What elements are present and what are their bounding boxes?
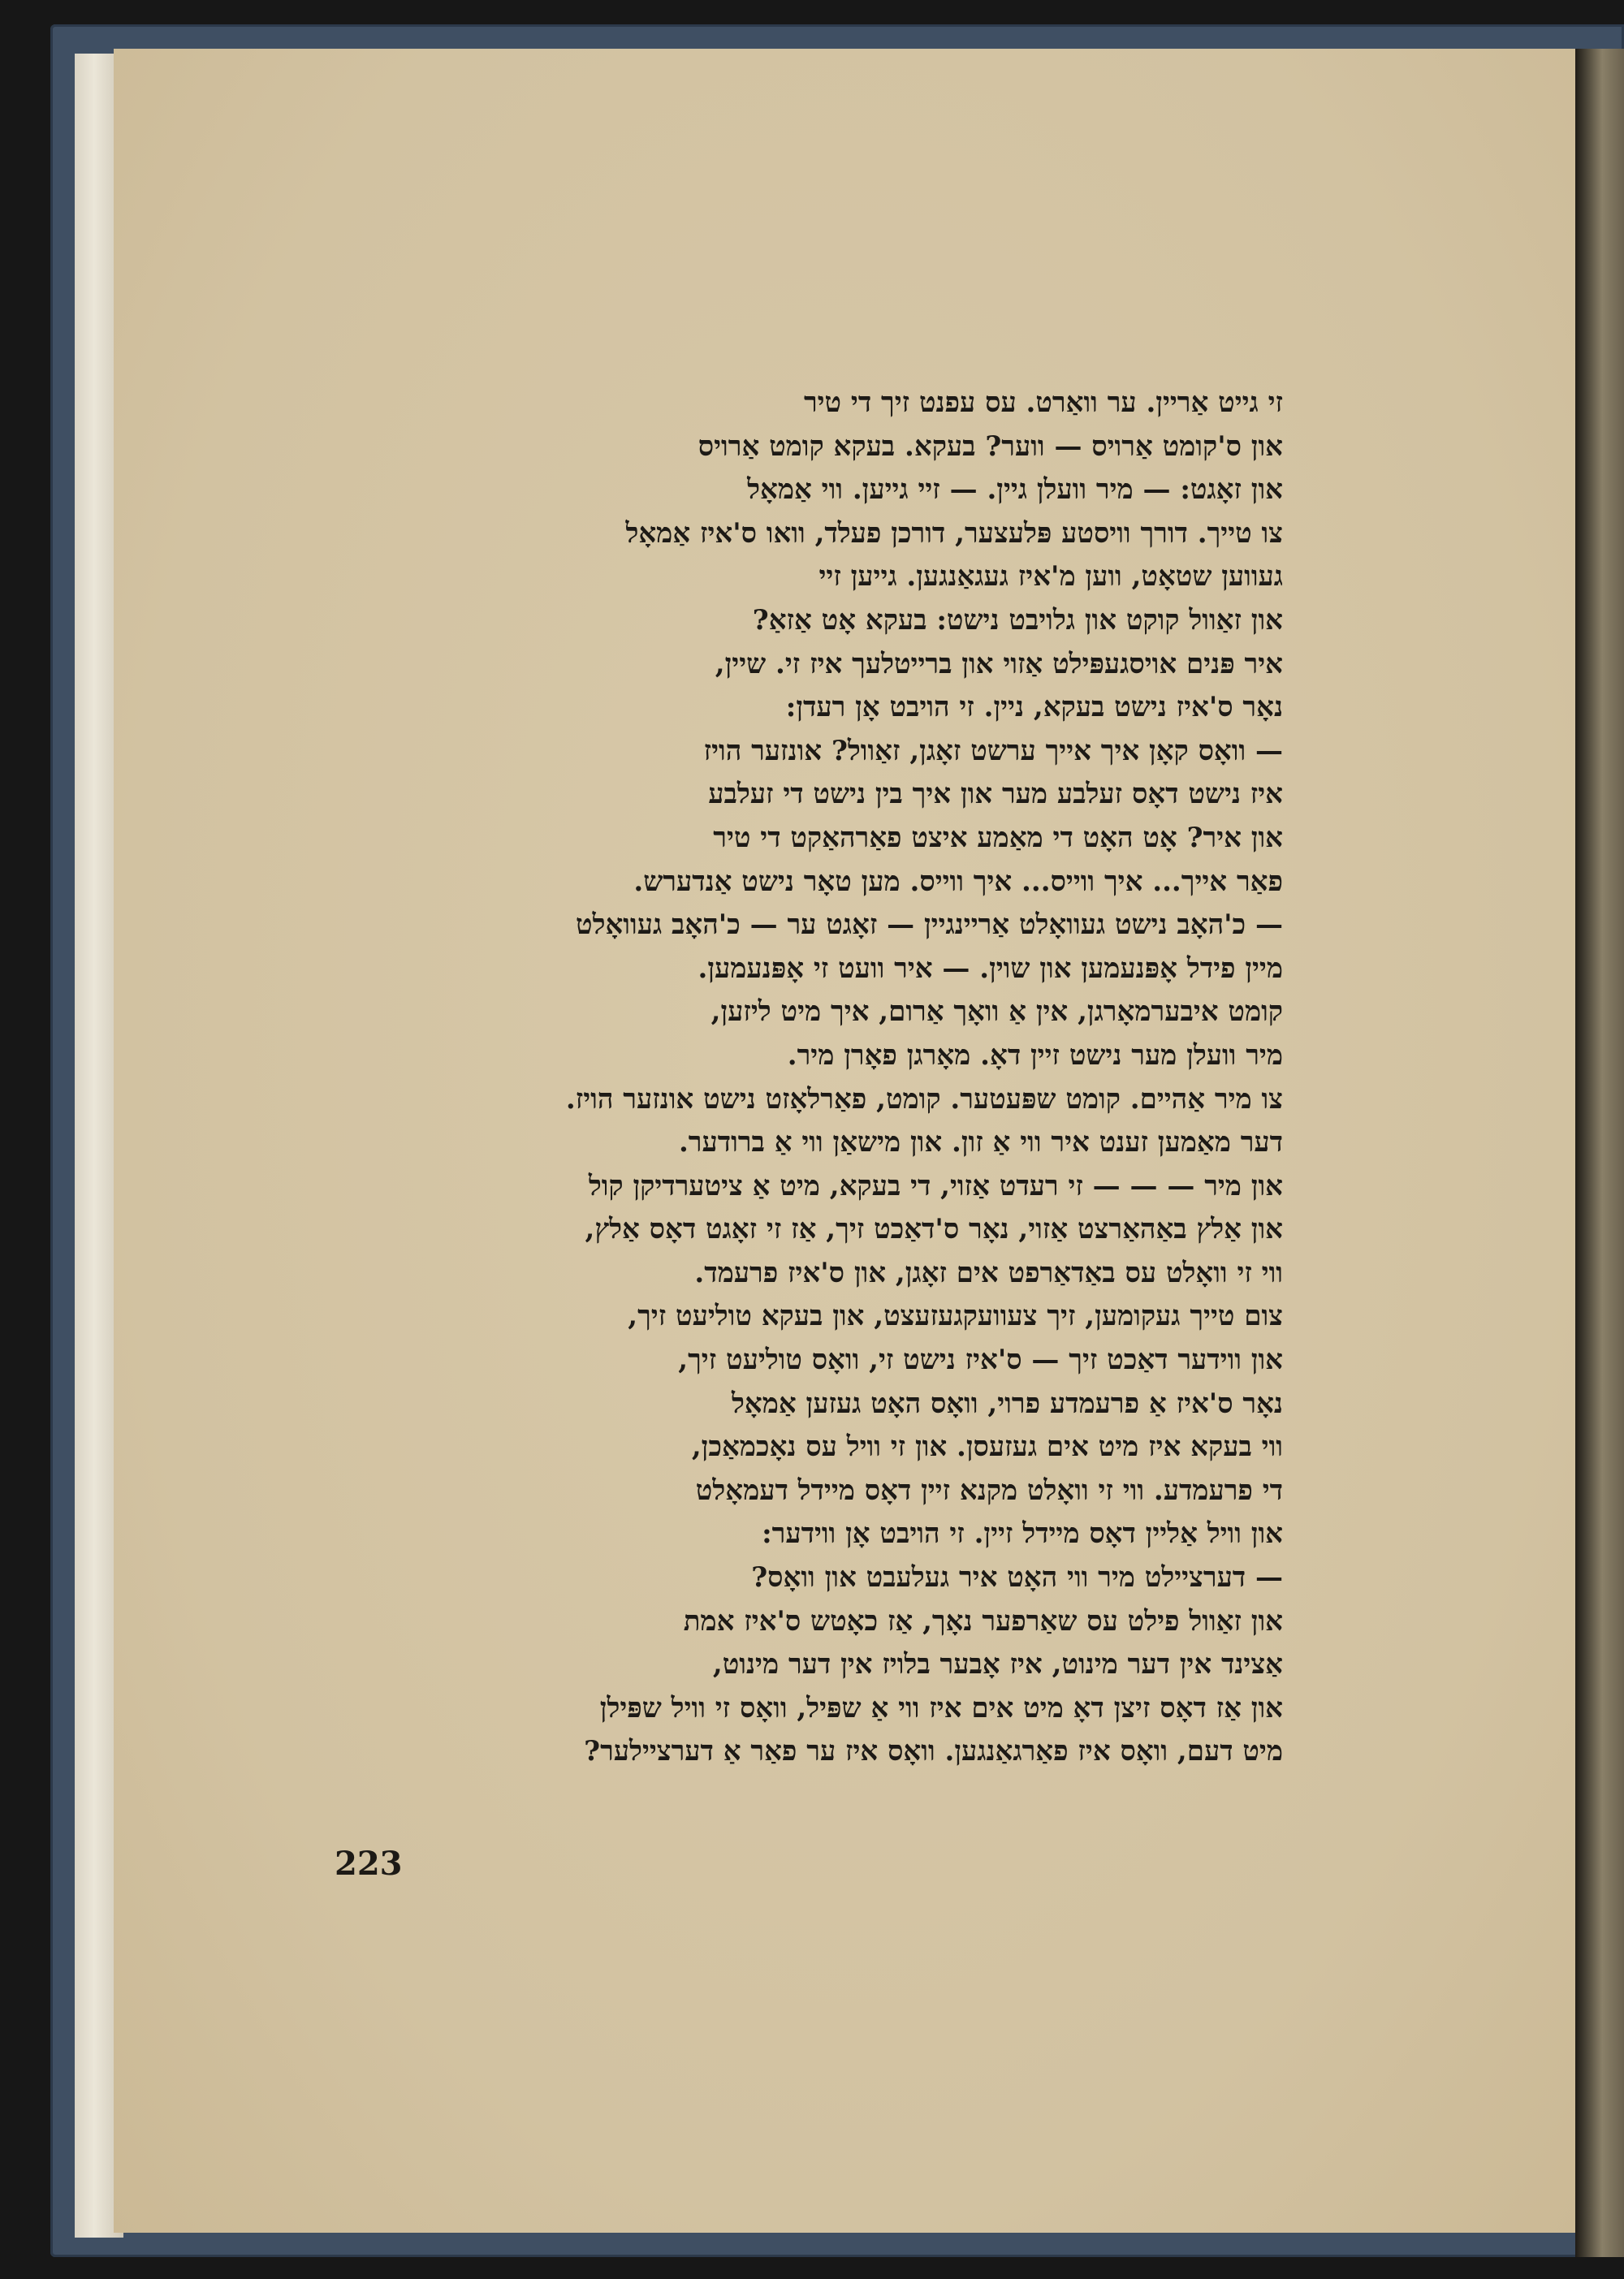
text-line: און זאַוול קוקט און גלויבט נישט: בעקא אָט אַזאַ?	[752, 603, 1283, 637]
text-line: די פרעמדע. ווי זי וואָלט מקנא זיין דאָס מיידל דעמאָלט	[695, 1474, 1283, 1507]
text-line: געווען שטאָט, ווען מ'איז געגאַנגען. גייען זיי	[818, 560, 1283, 593]
text-line: און ס'קומט אַרויס — ווער? בעקא. בעקא קומט אַרויס	[698, 429, 1283, 463]
text-line: נאָר ס'איז נישט בעקא, ניין. זי הויבט אָן רעדן:	[785, 691, 1283, 724]
text-line: מיין פידל אָפּנעמען און שוין. — איר וועט זי אָפּנעמען.	[698, 952, 1283, 985]
text-line: און אַז דאָס זיצן דאָ מיט אים איז ווי אַ שפּיל, וואָס זי וויל שפּילן	[599, 1691, 1283, 1724]
text-line: איז נישט דאָס זעלבע מער און איך בין נישט די זעלבע	[708, 778, 1283, 811]
body-text	[374, 382, 1283, 1774]
text-line: און ווידער דאַכט זיך — ס'איז נישט זי, וואָס טוליעט זיך,	[678, 1344, 1283, 1377]
text-line: דער מאַמען זענט איר ווי אַ זון. און מישאַן ווי אַ ברודער.	[678, 1126, 1283, 1159]
text-line: נאָר ס'איז אַ פרעמדע פרוי, וואָס האָט געזען אַמאָל	[732, 1387, 1283, 1420]
text-line: און אַלץ באַהאַרצט אַזוי, נאָר ס'דאַכט זיך, אַז זי זאָגט דאָס אַלץ,	[585, 1213, 1283, 1246]
text-line: — כ'האָב נישט געוואָלט אַריינגיין — זאָגט ער — כ'האָב געוואָלט	[576, 909, 1283, 942]
text-line: — דערציילט מיר ווי האָט איר געלעבט און וואָס?	[751, 1561, 1283, 1595]
text-line: איר פּנים אויסגעפּילט אַזוי און ברייטלעך איז זי. שיין,	[715, 647, 1283, 680]
text-line: און וויל אַליין דאָס מיידל זיין. זי הויבט אָן ווידער:	[762, 1517, 1283, 1551]
text-line: — וואָס קאָן איך אייך ערשט זאָגן, זאַוול? אונזער הויז	[703, 734, 1283, 767]
text-line: מיט דעם, וואָס איז פאַרגאַנגען. וואָס איז ער פאַר אַ דערציילער?	[584, 1735, 1283, 1768]
text-line: אַצינד אין דער מינוט, איז אָבער בלויז אין דער מינוט,	[712, 1648, 1283, 1681]
text-line: צו טייך. דורך וויסטע פּלעצער, דורכן פעלד, וואו ס'איז אַמאָל	[625, 516, 1283, 550]
text-line: צום טייך געקומען, זיך צעוועקגעזעצט, און בעקא טוליעט זיך,	[628, 1300, 1283, 1333]
text-line: און זאַוול פילט עס שאַרפער נאָך, אַז כאָטש ס'איז אמת	[683, 1604, 1283, 1638]
page-number: 223	[335, 1845, 403, 1883]
text-line: ווי זי וואָלט עס באַדאַרפט אים זאָגן, און ס'איז פרעמד.	[694, 1256, 1283, 1289]
book-gutter	[1575, 49, 1624, 2257]
text-line: קומט איבערמאָרגן, אין אַ וואָך אַרום, איך מיט ליזען,	[710, 995, 1283, 1029]
text-line: זי גייט אַריין. ער וואַרט. עס עפנט זיך די טיר	[803, 386, 1283, 419]
text-line: און מיר — — — זי רעדט אַזוי, די בעקא, מיט אַ ציטערדיקן קול	[588, 1169, 1283, 1202]
text-line: און זאָגט: — מיר וועלן גיין. — זיי גייען. ווי אַמאָל	[747, 473, 1283, 507]
text-line: ווי בעקא איז מיט אים געזעסן. און זי וויל עס נאָכמאַכן,	[691, 1431, 1283, 1464]
text-line: מיר וועלן מער נישט זיין דאָ. מאָרגן פאָרן מיר.	[787, 1038, 1283, 1072]
text-line: פאַר אייך... איך ווייס... איך ווייס. מען טאָר נישט אַנדערש.	[633, 865, 1283, 898]
text-line: צו מיר אַהיים. קומט שפּעטער. קומט, פאַרלאָזט נישט אונזער הויז.	[565, 1082, 1283, 1116]
text-line: און איר? אָט האָט די מאַמע איצט פאַרהאַקט די טיר	[713, 821, 1283, 854]
